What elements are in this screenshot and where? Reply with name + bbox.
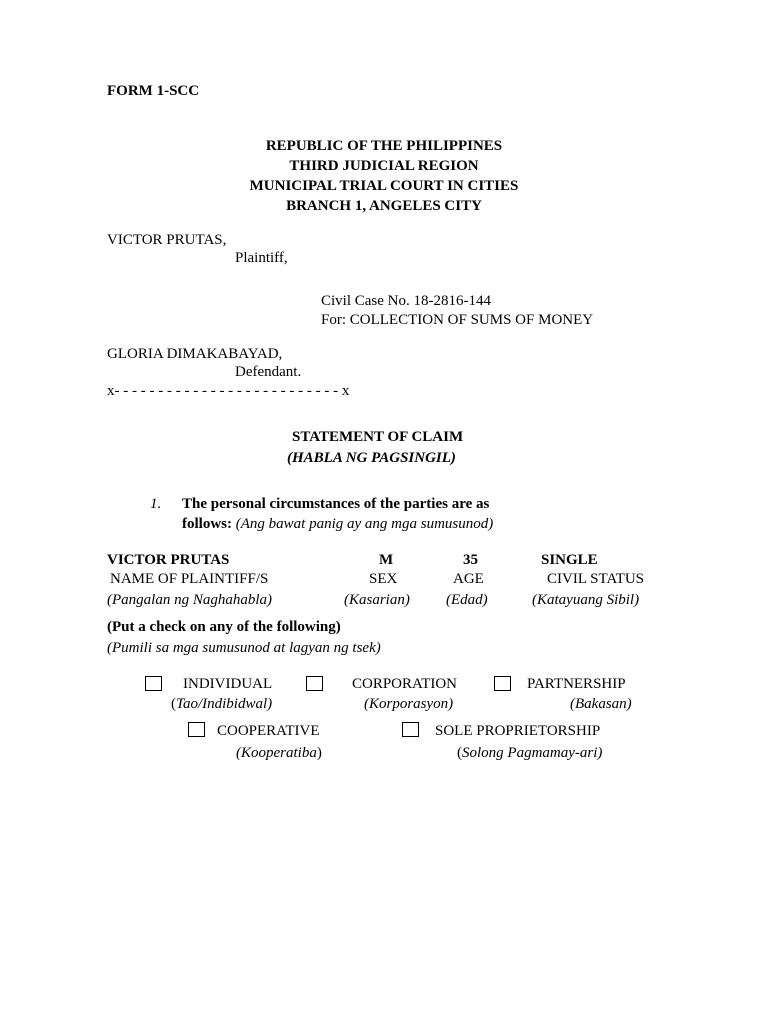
item-text-translation: (Ang bawat panig ay ang mga sumusunod) bbox=[235, 516, 494, 532]
plaintiff-name-translation: (Pangalan ng Naghahabla) bbox=[107, 592, 272, 608]
caption-separator: x- - - - - - - - - - - - - - - - - - - - - - - - - - x bbox=[107, 383, 350, 399]
option-sole-proprietorship-label: SOLE PROPRIETORSHIP bbox=[435, 723, 601, 739]
option-individual-translation bbox=[171, 695, 272, 713]
option-partnership-translation: (Bakasan) bbox=[570, 696, 632, 712]
check-instruction-translation: (Pumili sa mga sumusunod at lagyan ng tsek) bbox=[107, 640, 381, 656]
plaintiff-name-value: VICTOR PRUTAS bbox=[107, 552, 230, 568]
item-text-line-2 bbox=[182, 515, 493, 533]
court-header-line-1: REPUBLIC OF THE PHILIPPINES bbox=[265, 138, 503, 154]
defendant-role: Defendant. bbox=[235, 364, 302, 380]
option-partnership-label: PARTNERSHIP bbox=[527, 676, 626, 692]
item-number: 1. bbox=[150, 496, 162, 512]
plaintiff-age-value: 35 bbox=[463, 552, 478, 568]
checkbox-individual[interactable] bbox=[145, 676, 162, 691]
option-individual-open-paren: ( bbox=[171, 696, 176, 712]
check-instruction: (Put a check on any of the following) bbox=[107, 619, 341, 635]
plaintiff-sex-translation: (Kasarian) bbox=[344, 592, 410, 608]
checkbox-partnership[interactable] bbox=[494, 676, 511, 691]
court-header-line-2: THIRD JUDICIAL REGION bbox=[289, 158, 479, 174]
court-header-line-4: BRANCH 1, ANGELES CITY bbox=[286, 198, 482, 214]
option-corporation-translation: (Korporasyon) bbox=[364, 696, 454, 712]
option-individual-label: INDIVIDUAL bbox=[183, 676, 273, 692]
option-cooperative-tr: (Kooperatiba bbox=[236, 745, 317, 761]
checkbox-sole-proprietorship[interactable] bbox=[402, 722, 419, 737]
plaintiff-role: Plaintiff, bbox=[235, 250, 288, 266]
option-sole-proprietorship-open-paren: ( bbox=[457, 745, 462, 761]
document-subtitle: (HABLA NG PAGSINGIL) bbox=[287, 450, 456, 466]
option-sole-proprietorship-tr: Solong Pagmamay-ari) bbox=[462, 745, 603, 761]
option-sole-proprietorship-translation bbox=[457, 744, 602, 762]
item-text-line-1: The personal circumstances of the parties are as bbox=[182, 496, 490, 512]
form-code: FORM 1-SCC bbox=[107, 83, 200, 99]
plaintiff-age-label: AGE bbox=[453, 571, 484, 587]
option-individual-tr: Tao/Indibidwal) bbox=[176, 696, 273, 712]
plaintiff-age-translation: (Edad) bbox=[446, 592, 488, 608]
plaintiff-sex-label: SEX bbox=[369, 571, 398, 587]
plaintiff-name-label: NAME OF PLAINTIFF/S bbox=[110, 571, 269, 587]
case-number: Civil Case No. 18-2816-144 bbox=[321, 293, 491, 309]
option-cooperative-translation bbox=[236, 744, 322, 762]
checkbox-corporation[interactable] bbox=[306, 676, 323, 691]
option-corporation-label: CORPORATION bbox=[352, 676, 458, 692]
checkbox-cooperative[interactable] bbox=[188, 722, 205, 737]
item-text-follows: follows: bbox=[182, 516, 236, 532]
option-cooperative-label: COOPERATIVE bbox=[217, 723, 320, 739]
plaintiff-civil-status-label: CIVIL STATUS bbox=[547, 571, 644, 587]
case-for: For: COLLECTION OF SUMS OF MONEY bbox=[321, 312, 594, 328]
plaintiff-sex-value: M bbox=[379, 552, 394, 568]
plaintiff-name: VICTOR PRUTAS, bbox=[107, 232, 227, 248]
defendant-name: GLORIA DIMAKABAYAD, bbox=[107, 346, 283, 362]
option-cooperative-close-paren: ) bbox=[316, 745, 322, 761]
court-header-line-3: MUNICIPAL TRIAL COURT IN CITIES bbox=[249, 178, 519, 194]
plaintiff-civil-status-value: SINGLE bbox=[541, 552, 598, 568]
document-title: STATEMENT OF CLAIM bbox=[292, 429, 464, 445]
plaintiff-civil-status-translation: (Katayuang Sibil) bbox=[532, 592, 640, 608]
